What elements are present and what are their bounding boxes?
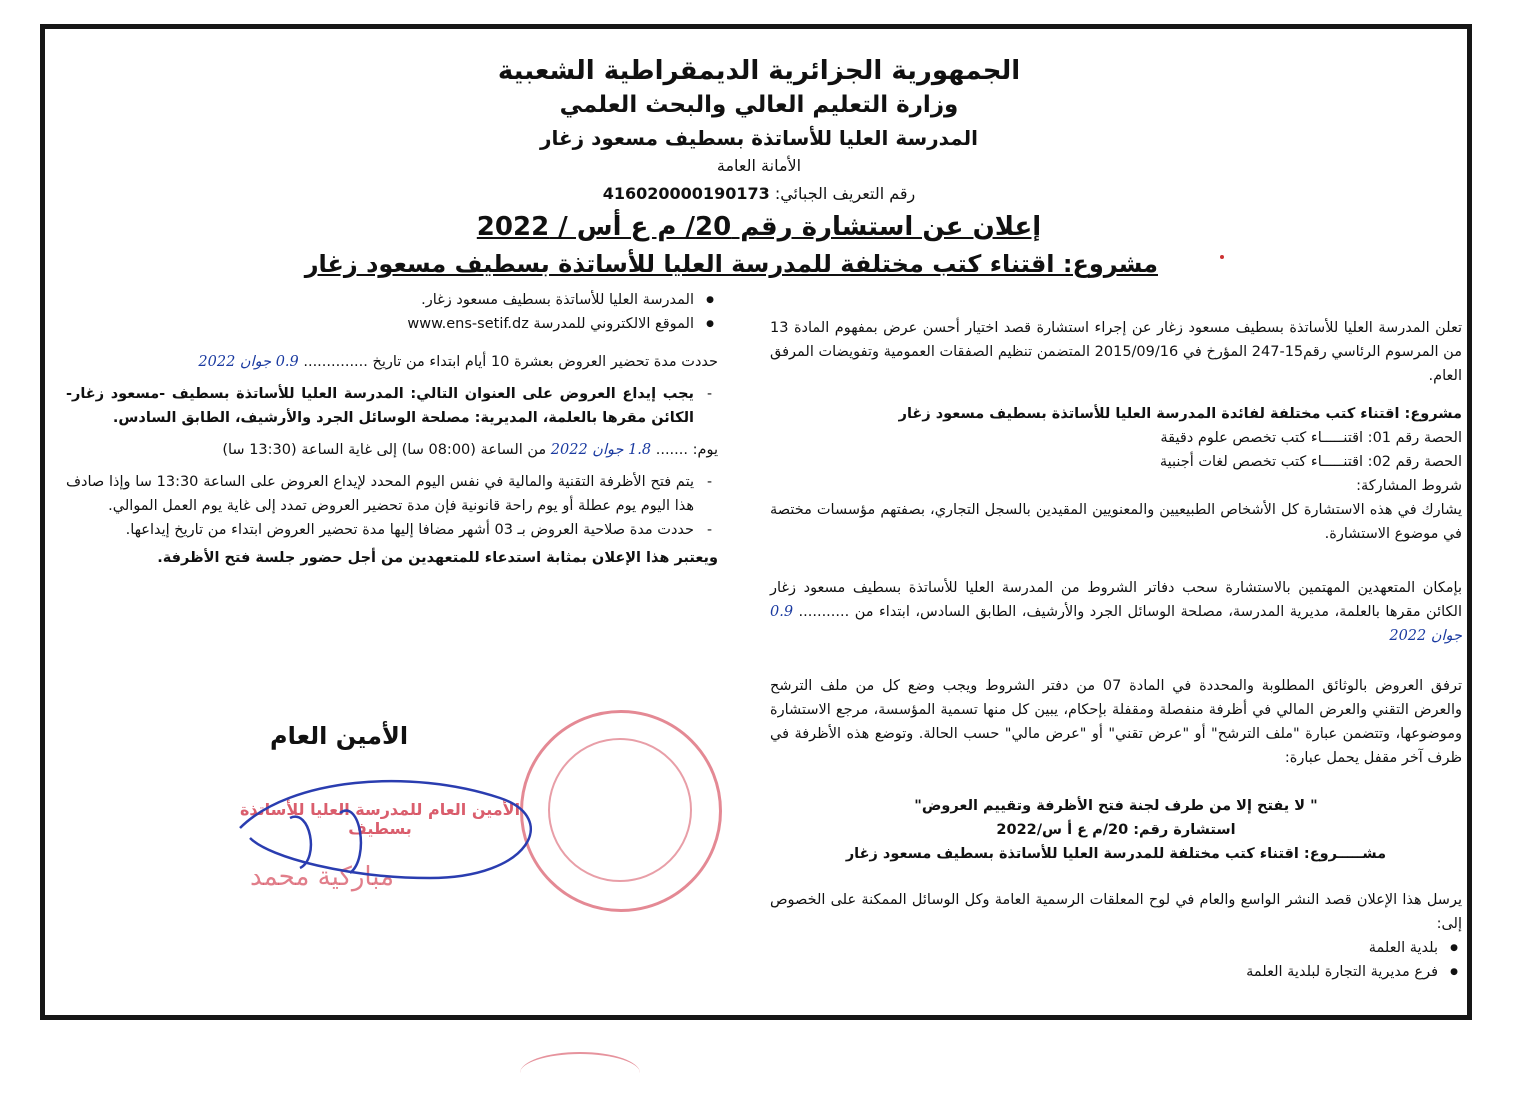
list-item: ● بلدية العلمة xyxy=(770,936,1462,960)
withdraw-body: بإمكان المتعهدين المهتمين بالاستشارة سحب دفاتر الشروط من المدرسة العليا للأساتذة بسطيف مسعود زغار الكائن مقرها بالعلمة، مديرية المدرسة، مصلحة الوسائل الجرد والأرشيف، الطابق السادس، ابتداء من ........... xyxy=(770,580,1462,620)
conditions-list xyxy=(66,382,718,430)
ministry-title: وزارة التعليم العالي والبحث العلمي xyxy=(559,92,959,118)
lot-2: الحصة رقم 02: اقتنـــــاء كتب تخصص لغات أجنبية xyxy=(1159,454,1462,470)
left-column xyxy=(66,288,718,570)
tax-id xyxy=(0,184,1518,203)
handwritten-signature xyxy=(230,758,560,898)
official-stamp-inner xyxy=(548,738,692,882)
deposit-item xyxy=(66,382,718,430)
day-prefix: يوم: ....... xyxy=(655,442,718,458)
withdraw-text xyxy=(770,576,1462,648)
project-line: مشروع: اقتناء كتب مختلفة لفائدة المدرسة العليا للأساتذة بسطيف مسعود زغار xyxy=(898,406,1462,422)
tax-id-value: 416020000190173 xyxy=(602,184,770,203)
school-title: المدرسة العليا للأساتذة بسطيف مسعود زغار xyxy=(539,126,979,150)
list-item: ● الموقع الالكتروني للمدرسة www.ens-setif.dz xyxy=(66,312,718,336)
stamp-name: مباركية محمد xyxy=(250,862,395,892)
deposit-day xyxy=(66,438,718,462)
deadline-date: 0.9 جوان 2022 xyxy=(198,354,299,370)
docs-text: ترفق العروض بالوثائق المطلوبة والمحددة في المادة 07 من دفتر الشروط ويجب وضع كل من ملف الترشح والعرض التقني والعرض المالي في أظرفة منفصلة ومقفلة بإحكام، يبين كل منها تسمية المؤسسة، مرجع الاستشارة وموضوعها، وتتضمن عبارة "ملف الترشح" أو "عرض تقني" أو "عرض مالي" حسب الحالة. وتوضع هذه الأظرفة في ظرف آخر مقفل يحمل عبارة: xyxy=(770,678,1462,766)
invitation-text: ويعتبر هذا الإعلان بمثابة استدعاء للمتعهدين من أجل حضور جلسة فتح الأظرفة. xyxy=(157,550,718,566)
publish-list xyxy=(770,936,1462,984)
deposit-text: يجب إيداع العروض على العنوان التالي: المدرسة العليا للأساتذة بسطيف -مسعود زغار- الكائن مقرها بالعلمة، المديرية: مصلحة الوسائل الجرد والأرشيف، الطابق السادس. xyxy=(66,386,694,426)
red-dot-mark xyxy=(1220,255,1224,259)
list-item: ● المدرسة العليا للأساتذة بسطيف مسعود زغار. xyxy=(66,288,718,312)
deadline-text xyxy=(66,350,718,374)
day-suffix: من الساعة (08:00 سا) إلى غاية الساعة (13:30 سا) xyxy=(222,442,547,458)
stamp-text: الأمين العام للمدرسة العليا للأساتذة بسطيف xyxy=(239,800,521,838)
withdraw-date: 0.9 جوان 2022 xyxy=(770,604,1462,644)
signature-title: الأمين العام xyxy=(270,722,409,750)
project-title: مشروع: اقتناء كتب مختلفة للمدرسة العليا للأساتذة بسطيف مسعود زغار xyxy=(304,250,1158,278)
right-column xyxy=(770,316,1462,984)
envelope-consultation: استشارة رقم: 20/م ع أ س/2022 xyxy=(996,822,1236,838)
publish-text: يرسل هذا الإعلان قصد النشر الواسع والعام في لوح المعلقات الرسمية العامة وكل الوسائل الممكنة على الخصوص إلى: xyxy=(770,892,1462,932)
lot-1: الحصة رقم 01: اقتنـــــاء كتب تخصص علوم دقيقة xyxy=(1160,430,1462,446)
conditions-title: شروط المشاركة: xyxy=(1356,478,1462,494)
list-item: ● فرع مديرية التجارة لبلدية العلمة xyxy=(770,960,1462,984)
conditions-text: يشارك في هذه الاستشارة كل الأشخاص الطبيعيين والمعنويين المقيدين بالسجل التجاري، بصفتهم مؤسسات مختصة في موضوع الاستشارة. xyxy=(770,502,1462,542)
intro-paragraph: تعلن المدرسة العليا للأساتذة بسطيف مسعود زغار عن إجراء استشارة قصد اختيار أحسن عرض بمفهوم المادة 13 من المرسوم الرئاسي رقم15-247 المؤرخ في 2015/09/16 المتضمن تنظيم الصفقات العمومية وتفويضات المرفق العام. xyxy=(770,320,1462,384)
opening-list xyxy=(66,470,718,542)
opening-item: - يتم فتح الأظرفة التقنية والمالية في نفس اليوم المحدد لإيداع العروض على الساعة 13:30 سا وإذا صادف هذا اليوم يوم عطلة أو يوم راحة قانونية فإن مدة تحضير العروض تمدد إلى غاية يوم العمل الموالي. xyxy=(66,470,718,518)
secretariat-title: الأمانة العامة xyxy=(716,156,802,175)
bottom-stamp-fragment xyxy=(520,1052,640,1094)
envelope-project: مشـــــروع: اقتناء كتب مختلفة للمدرسة العليا للأساتذة بسطيف مسعود زغار xyxy=(845,846,1387,862)
validity-item: - حددت مدة صلاحية العروض بـ 03 أشهر مضافا إليها مدة تحضير العروض ابتداء من تاريخ إيداعها. xyxy=(66,518,718,542)
republic-title: الجمهورية الجزائرية الديمقراطية الشعبية xyxy=(497,56,1021,86)
deadline-body: حددت مدة تحضير العروض بعشرة 10 أيام ابتداء من تاريخ .............. xyxy=(303,354,718,370)
announcement-title: إعلان عن استشارة رقم 20/ م ع أس / 2022 xyxy=(476,212,1042,242)
day-date: 1.8 جوان 2022 xyxy=(550,442,652,458)
envelope-quote: " لا يفتح إلا من طرف لجنة فتح الأظرفة وتقييم العروض" xyxy=(914,798,1318,814)
where-list xyxy=(66,288,718,336)
tax-id-label: رقم التعريف الجبائي: xyxy=(774,184,916,203)
